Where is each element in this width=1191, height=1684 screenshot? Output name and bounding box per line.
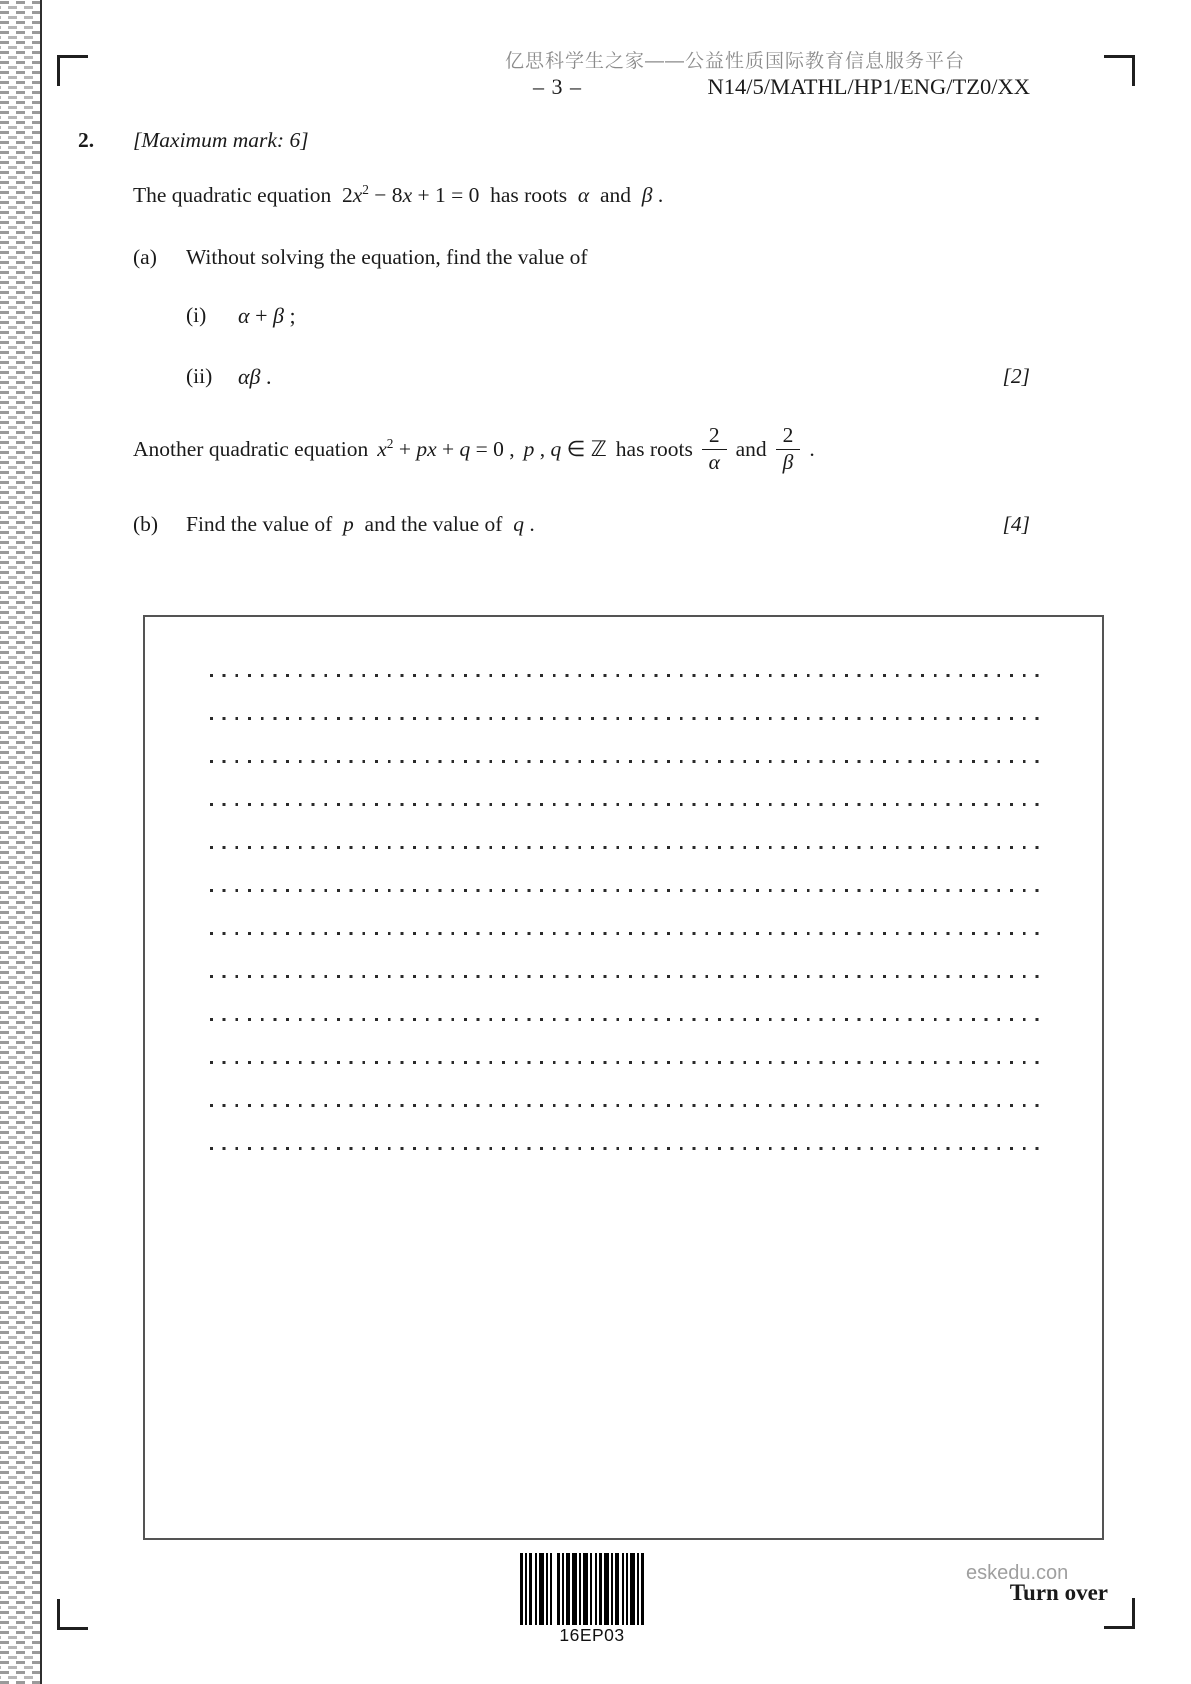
item-ii-mark: [2] (1002, 364, 1030, 388)
crop-mark-bottom-left (57, 1599, 88, 1630)
dotted-answer-line (210, 803, 1042, 806)
binding-strip-pattern (0, 0, 40, 1684)
fraction-2-over-beta (776, 423, 801, 474)
dotted-answer-line (210, 1104, 1042, 1107)
crop-mark-bottom-right (1104, 1598, 1135, 1629)
and-word: and (735, 436, 767, 461)
turn-over-label: Turn over (1009, 1580, 1108, 1605)
dotted-answer-line (210, 717, 1042, 720)
answer-box (143, 615, 1104, 1540)
dotted-answer-line (210, 674, 1042, 677)
part-b-label: (b) (133, 512, 159, 536)
binding-strip-texture (0, 0, 42, 1684)
item-ii-label: (ii) (186, 364, 213, 388)
question-intro: The quadratic equation $2x^2 - 8x + 1 = 0$ has roots α and β . (133, 181, 664, 207)
part-a-text: Without solving the equation, find the value of (186, 245, 588, 269)
item-ii-math: αβ . (238, 364, 272, 389)
dotted-answer-line (210, 846, 1042, 849)
barcode-label: 16EP03 (559, 1625, 625, 1645)
barcode-bar (641, 1553, 644, 1625)
second-equation-formula: $x^2$ + px + q = 0 , (377, 435, 515, 461)
item-i-label: (i) (186, 303, 207, 327)
fraction-numerator: 2 (776, 423, 801, 450)
crop-mark-top-right (1104, 55, 1135, 86)
crop-mark-top-left (57, 55, 88, 86)
fraction-denominator: β (782, 450, 794, 474)
dotted-lines (210, 674, 1042, 1190)
dotted-answer-line (210, 889, 1042, 892)
part-a-label: (a) (133, 245, 157, 269)
maximum-mark-label: [Maximum mark: 6] (133, 128, 309, 152)
fraction-numerator: 2 (702, 423, 727, 450)
barcode (520, 1553, 644, 1625)
dotted-answer-line (210, 760, 1042, 763)
dotted-answer-line (210, 1061, 1042, 1064)
fraction-2-over-alpha (702, 423, 727, 474)
question-number: 2. (78, 128, 95, 152)
dotted-answer-line (210, 975, 1042, 978)
item-i-math: α + β ; (238, 303, 296, 328)
page-number: – 3 – (533, 74, 582, 99)
second-equation-prefix: Another quadratic equation (133, 436, 369, 461)
second-equation-middle: has roots (615, 436, 693, 461)
part-b-text: Find the value of p and the value of q . (186, 512, 535, 536)
part-b-mark: [4] (1002, 512, 1030, 536)
paper-code: N14/5/MATHL/HP1/ENG/TZ0/XX (707, 74, 1030, 99)
header-site-watermark: 亿思科学生之家——公益性质国际教育信息服务平台 (505, 51, 966, 72)
dotted-answer-line (210, 932, 1042, 935)
second-equation-condition: p , q ∈ ℤ (523, 436, 607, 461)
dotted-answer-line (210, 1018, 1042, 1021)
second-equation-line (133, 418, 824, 480)
fraction-denominator: α (708, 450, 720, 474)
dotted-answer-line (210, 1147, 1042, 1150)
footer-site-watermark: eskedu.con (966, 1562, 1069, 1584)
sentence-period: . (809, 436, 815, 461)
